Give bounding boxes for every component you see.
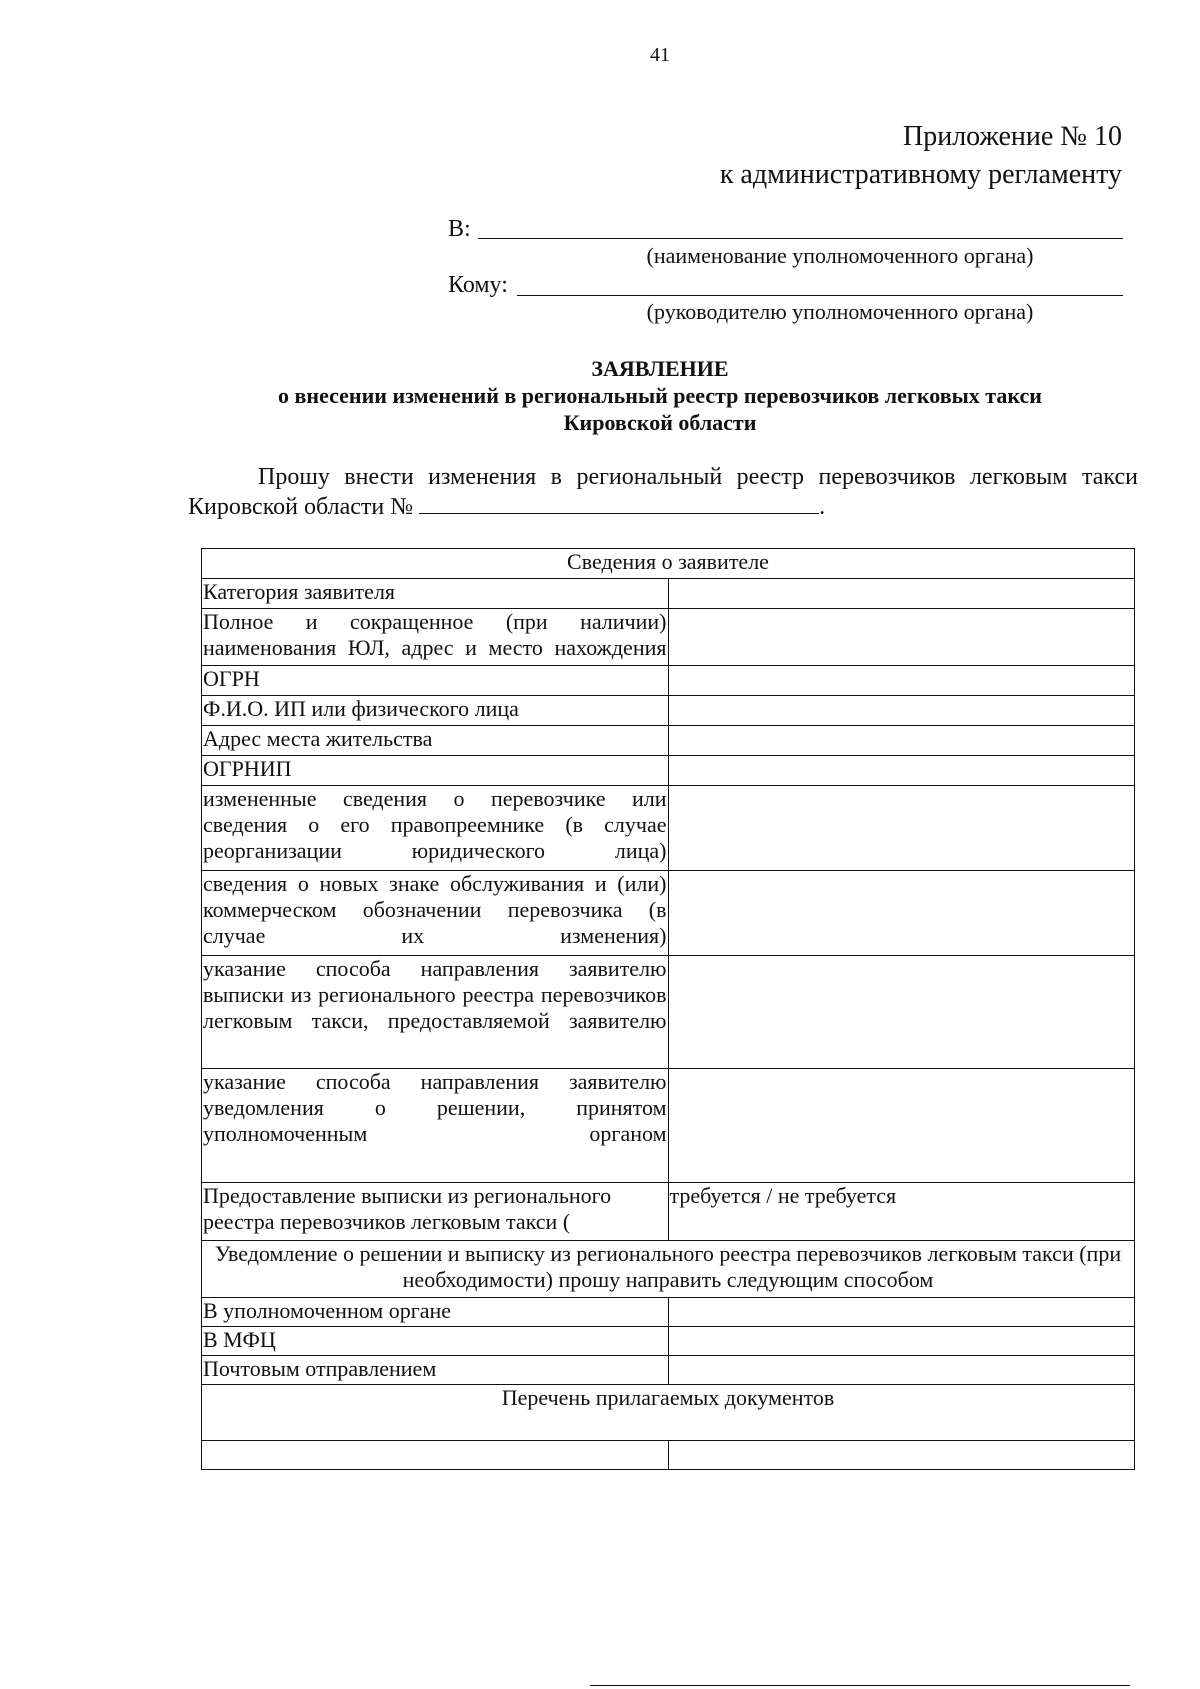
registry-number-field[interactable]: [419, 493, 819, 514]
row-label: измененные сведения о перевозчике или сведения о его правопреемнике (в случае реорганизации юридического лица): [202, 786, 669, 871]
row-label: Категория заявителя: [202, 579, 669, 609]
request-word: перевозчиков: [818, 464, 956, 490]
table-row: [202, 956, 1135, 1069]
row-value[interactable]: [668, 956, 1135, 1069]
row-label: Адрес места жительства: [202, 726, 669, 756]
applicant-table: [201, 548, 1135, 1470]
whom-field[interactable]: [517, 295, 1123, 296]
table-row: [202, 1356, 1135, 1385]
to-label: В:: [448, 216, 471, 242]
request-paragraph: [188, 462, 1138, 522]
applicant-section-title: Сведения о заявителе: [202, 549, 1135, 579]
row-value[interactable]: [668, 1298, 1135, 1327]
footer-rule: [590, 1685, 1130, 1686]
row-value[interactable]: [668, 1327, 1135, 1356]
row-label: ОГРН: [202, 666, 669, 696]
row-value[interactable]: [668, 786, 1135, 871]
row-label: ОГРНИП: [202, 756, 669, 786]
row-value[interactable]: [668, 1069, 1135, 1183]
request-word: региональный: [576, 464, 723, 490]
table-row: [202, 756, 1135, 786]
request-word: такси: [1081, 464, 1138, 490]
request-line2: [188, 492, 1138, 522]
request-line1: [188, 462, 1138, 492]
table-section-header: [202, 549, 1135, 579]
table-row: [202, 1183, 1135, 1241]
document-subtitle: о внесении изменений в региональный реестр перевозчиков легковых такси: [278, 383, 1042, 408]
table-row: [202, 579, 1135, 609]
appendix-header: [720, 118, 1122, 194]
to-hint: (наименование уполномоченного органа): [646, 243, 1034, 268]
table-section-header: [202, 1385, 1135, 1441]
table-row: [202, 666, 1135, 696]
request-word: в: [550, 464, 562, 490]
to-field[interactable]: [478, 238, 1123, 239]
row-label: В уполномоченном органе: [202, 1298, 669, 1327]
document-region: Кировской области: [563, 410, 757, 435]
request-line2-start: Кировской области №: [188, 494, 414, 520]
row-value[interactable]: [668, 696, 1135, 726]
whom-hint: (руководителю уполномоченного органа): [646, 299, 1034, 324]
table-row: [202, 696, 1135, 726]
table-row: [202, 1441, 1135, 1470]
table-row: [202, 1069, 1135, 1183]
table-row: [202, 1298, 1135, 1327]
table-row: [202, 726, 1135, 756]
row-value[interactable]: [668, 756, 1135, 786]
document-title: ЗАЯВЛЕНИЕ: [591, 356, 729, 381]
request-word: реестр: [736, 464, 805, 490]
row-value[interactable]: [668, 579, 1135, 609]
notify-section-title: Уведомление о решении и выписку из регионального реестра перевозчиков легковым такси (при необходимости) прошу направить следующим способом: [202, 1241, 1135, 1298]
row-label: указание способа направления заявителю уведомления о решении, принятом уполномоченным органом: [202, 1069, 669, 1183]
row-label: указание способа направления заявителю выписки из регионального реестра перевозчиков легковым такси, предоставляемой заявителю: [202, 956, 669, 1069]
request-word: легковым: [969, 464, 1068, 490]
row-label: Почтовым отправлением: [202, 1356, 669, 1385]
request-line2-end: .: [819, 494, 826, 520]
appendix-subtitle: к административному регламенту: [719, 159, 1122, 190]
row-value[interactable]: [668, 609, 1135, 666]
table-section-header: [202, 1241, 1135, 1298]
extract-choice-value[interactable]: требуется / не требуется: [668, 1183, 1135, 1241]
row-label: В МФЦ: [202, 1327, 669, 1356]
table-row: [202, 786, 1135, 871]
row-label: Ф.И.О. ИП или физического лица: [202, 696, 669, 726]
row-value[interactable]: [668, 871, 1135, 956]
table-row: [202, 1327, 1135, 1356]
row-value[interactable]: [668, 726, 1135, 756]
page-number: 41: [650, 44, 670, 66]
row-label: сведения о новых знаке обслуживания и (или) коммерческом обозначении перевозчика (в случае их изменения): [202, 871, 669, 956]
request-word: внести: [344, 464, 414, 490]
row-label: Полное и сокращенное (при наличии) наименования ЮЛ, адрес и место нахождения: [202, 609, 669, 666]
row-value[interactable]: [668, 1356, 1135, 1385]
request-word: Прошу: [258, 464, 330, 490]
documents-section-title: Перечень прилагаемых документов: [202, 1385, 1135, 1441]
whom-label: Кому:: [448, 272, 508, 298]
document-label[interactable]: [202, 1441, 669, 1470]
document-value[interactable]: [668, 1441, 1135, 1470]
table-row: [202, 871, 1135, 956]
row-label: Предоставление выписки из регионального реестра перевозчиков легковым такси (: [202, 1183, 669, 1241]
table-row: [202, 609, 1135, 666]
appendix-title: Приложение № 10: [903, 121, 1122, 152]
row-value[interactable]: [668, 666, 1135, 696]
request-word: изменения: [428, 464, 537, 490]
